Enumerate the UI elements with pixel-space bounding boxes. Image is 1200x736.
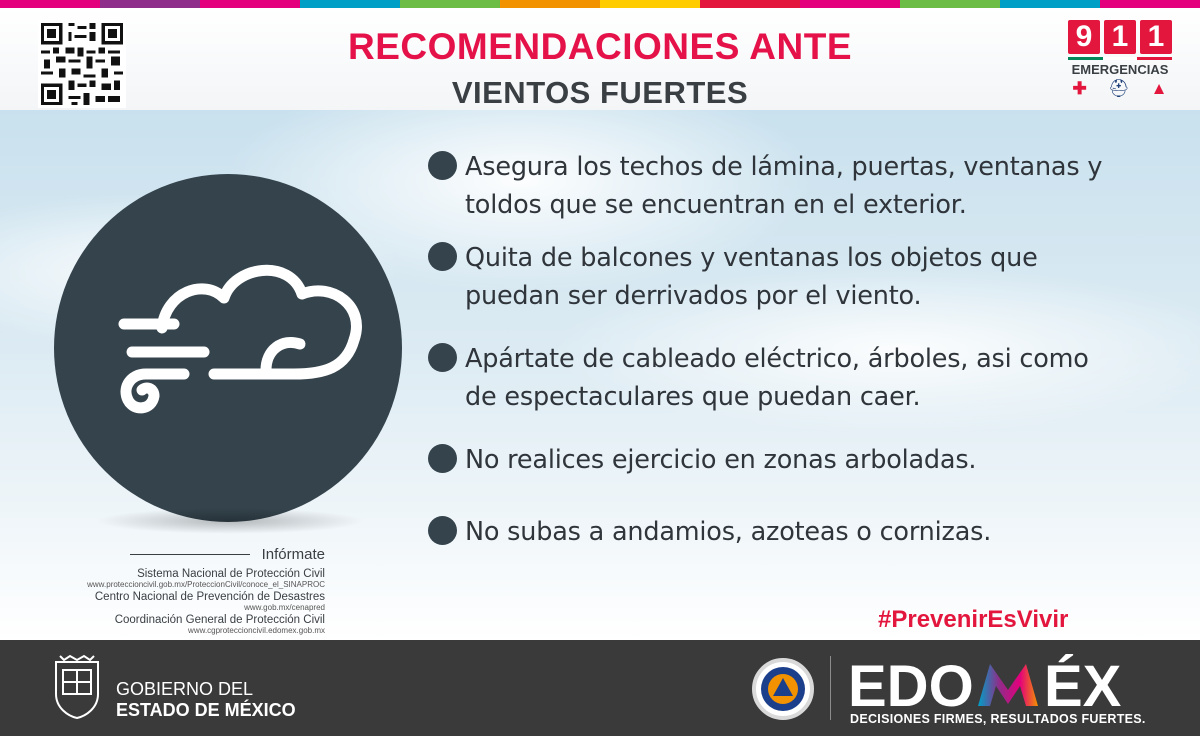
- fire-helmet-icon: ▲: [1150, 79, 1168, 98]
- emergency-911-logo: [1062, 20, 1178, 110]
- recommendation-item: [428, 340, 1148, 416]
- source-name: Centro Nacional de Prevención de Desastres: [94, 591, 325, 603]
- footer-divider: [830, 656, 831, 720]
- svg-text:EDO: EDO: [848, 654, 974, 714]
- slogan: DECISIONES FIRMES, RESULTADOS FUERTES.: [850, 712, 1146, 726]
- emergency-digit: 1: [1140, 20, 1172, 54]
- bullet-icon: [428, 151, 457, 180]
- footer: [0, 640, 1200, 736]
- info-heading: Infórmate: [261, 546, 325, 563]
- recommendation-text: Asegura los techos de lámina, puertas, ventanas y: [465, 152, 1103, 182]
- emergency-label: EMERGENCIAS: [1071, 62, 1169, 77]
- top-color-stripe: [0, 0, 1200, 8]
- recommendation-text: puedan ser derrivados por el viento.: [465, 281, 922, 311]
- source-url[interactable]: www.gob.mx/cenapred: [244, 603, 325, 612]
- recommendation-item: [428, 441, 1148, 479]
- recommendation-item: [428, 148, 1148, 224]
- edomex-logo: [848, 654, 1168, 714]
- recommendation-text: Apártate de cableado eléctrico, árboles, asi como: [465, 344, 1089, 374]
- source-name: Coordinación General de Protección Civil: [114, 614, 325, 626]
- recommendation-text: No subas a andamios, azoteas o cornizas.: [465, 517, 992, 547]
- hashtag: #PrevenirEsVivir: [878, 606, 1069, 633]
- mexico-flag-stripe: [1068, 57, 1172, 60]
- recommendations-panel: [0, 110, 1200, 640]
- medical-cross-icon: ✚: [1072, 79, 1087, 98]
- emergency-digit: 9: [1068, 20, 1100, 54]
- illustration-shadow: [95, 508, 365, 534]
- source-url[interactable]: www.cgproteccioncivil.edomex.gob.mx: [188, 626, 325, 635]
- info-sources: [20, 546, 325, 635]
- source-url[interactable]: www.proteccioncivil.gob.mx/ProteccionCivil/conoce_el_SINAPROC: [87, 580, 325, 589]
- wind-cloud-icon: [54, 174, 402, 522]
- bullet-icon: [428, 242, 457, 271]
- recommendation-item: [428, 239, 1148, 315]
- recommendation-item: [428, 513, 1148, 551]
- emergency-digit: 1: [1104, 20, 1136, 54]
- bullet-icon: [428, 444, 457, 473]
- divider-line: [130, 554, 250, 555]
- wind-cloud-illustration: [54, 174, 402, 522]
- state-seal-icon: [50, 654, 104, 720]
- bullet-icon: [428, 516, 457, 545]
- bullet-icon: [428, 343, 457, 372]
- recommendation-text: No realices ejercicio en zonas arboladas.: [465, 445, 977, 475]
- government-name-state: ESTADO DE MÉXICO: [116, 700, 296, 720]
- recommendation-text: de espectaculares que puedan caer.: [465, 382, 921, 412]
- civil-protection-logo-icon: [752, 658, 814, 720]
- recommendation-text: toldos que se encuentran en el exterior.: [465, 190, 967, 220]
- page-subtitle: VIENTOS FUERTES: [451, 75, 749, 110]
- recommendation-text: Quita de balcones y ventanas los objetos que: [465, 243, 1038, 273]
- page-title: RECOMENDACIONES ANTE: [347, 26, 853, 67]
- header: [0, 8, 1200, 110]
- source-name: Sistema Nacional de Protección Civil: [137, 568, 325, 580]
- police-cap-icon: ⛑: [1107, 79, 1130, 98]
- government-name: GOBIERNO DEL: [116, 679, 254, 699]
- svg-text:ÉX: ÉX: [1044, 654, 1122, 714]
